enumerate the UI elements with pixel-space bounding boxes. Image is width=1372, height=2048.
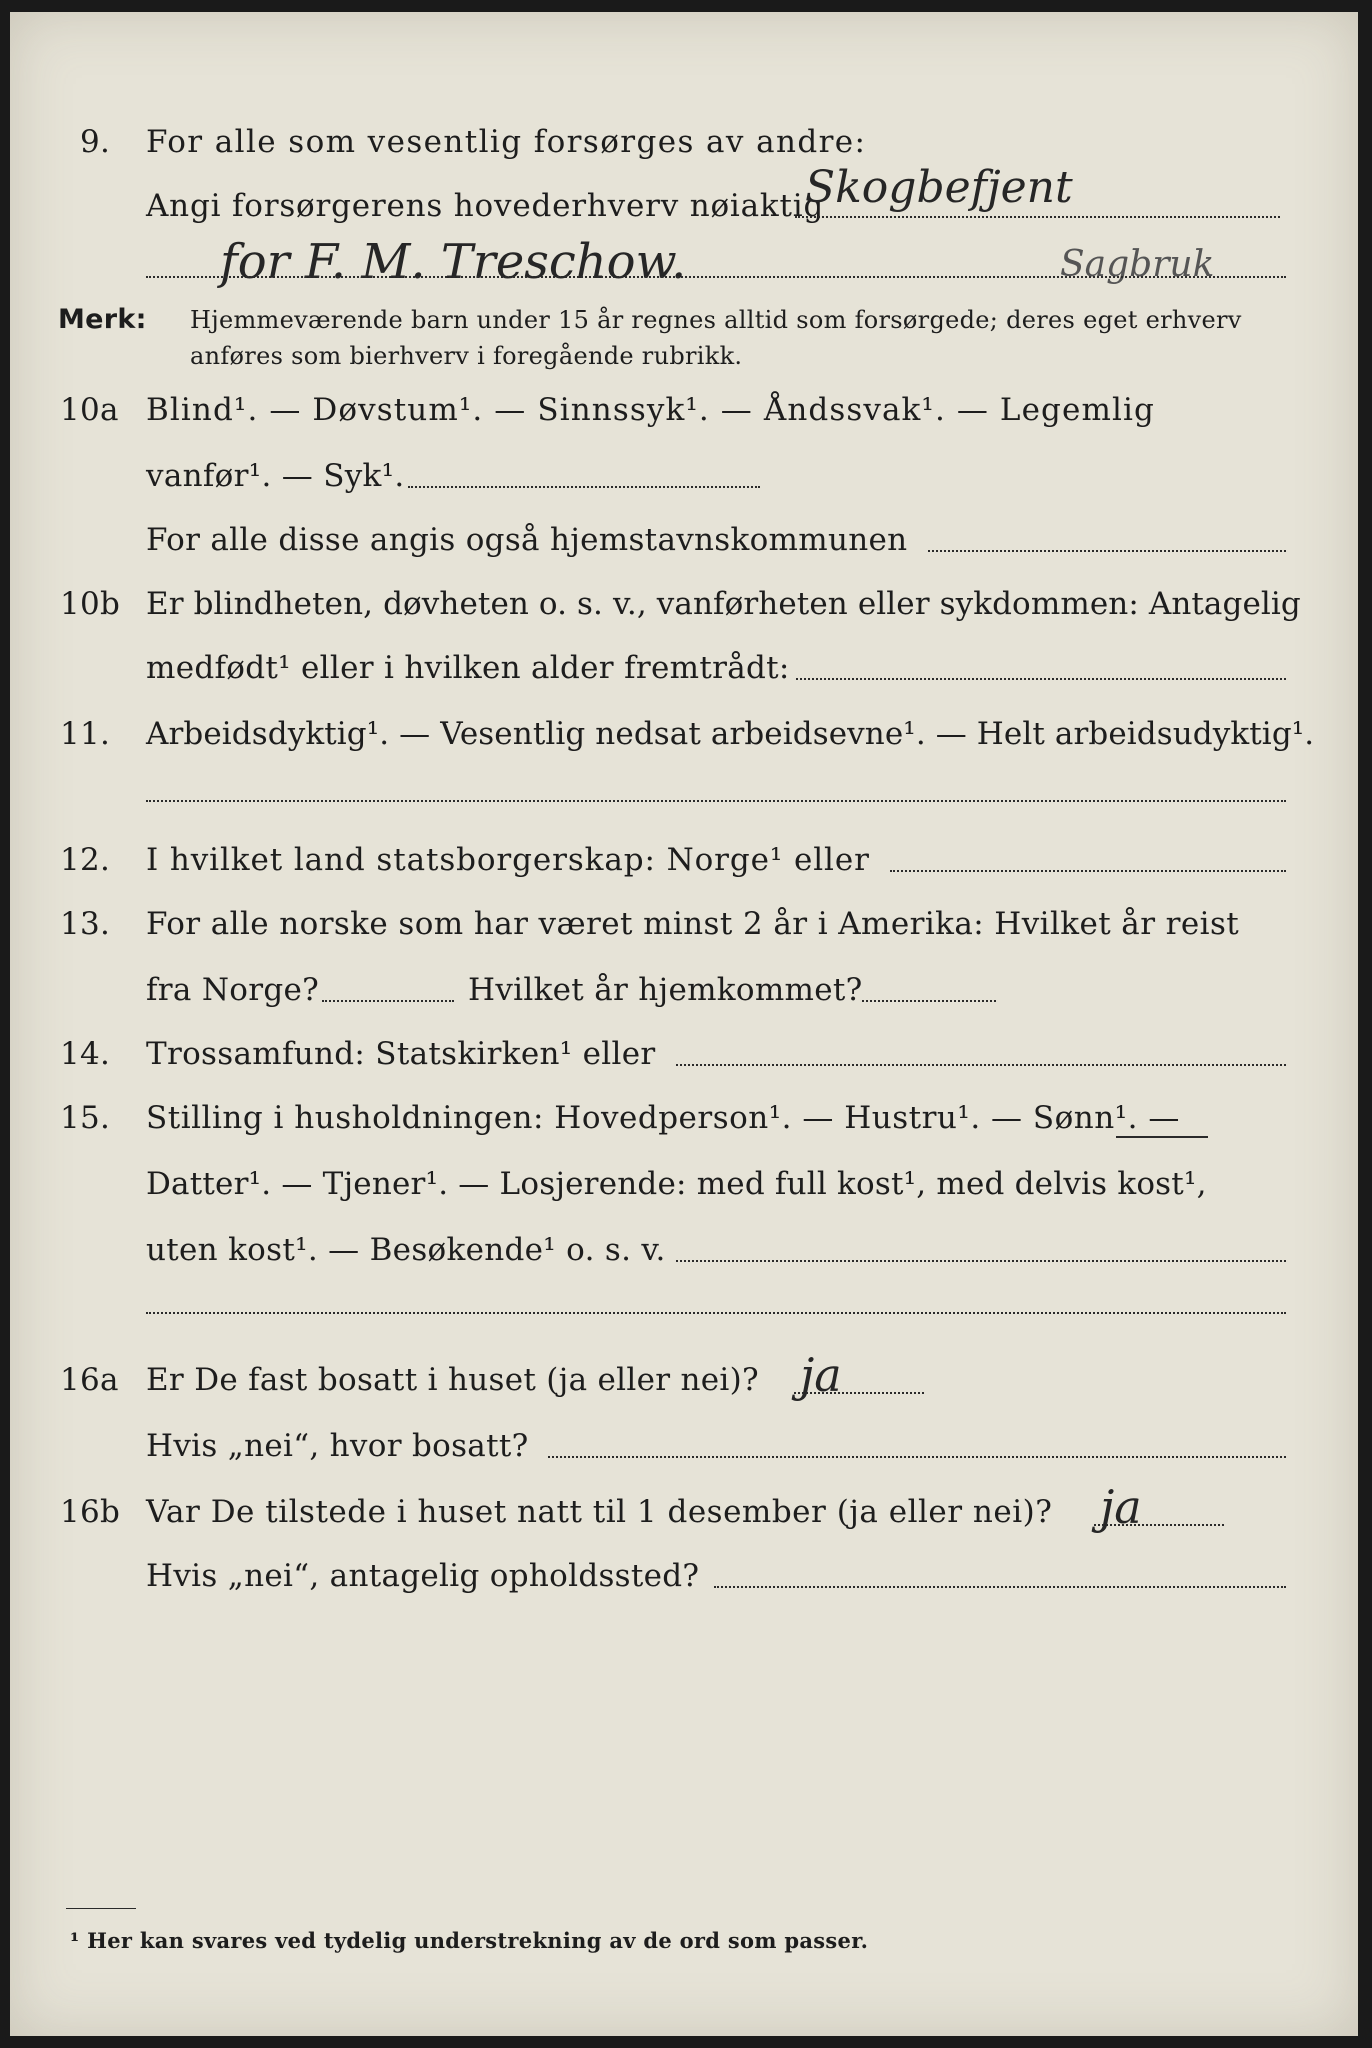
q14-number: 14. [60, 1036, 111, 1072]
q9-line1: For alle som vesentlig forsørges av andre: [146, 124, 867, 160]
q10a-number: 10a [60, 392, 119, 428]
q15-sonn-underline [1116, 1136, 1208, 1138]
q13-line2b: Hvilket år hjemkommet? [468, 972, 863, 1008]
q13-hjemkommet-blank [862, 1000, 996, 1002]
q11-line1: Arbeidsdyktig¹. — Vesentlig nedsat arbeidsevne¹. — Helt arbeidsudyktig¹. [146, 716, 1315, 752]
q15-extra-blank [146, 1312, 1286, 1314]
q15-line2: Datter¹. — Tjener¹. — Losjerende: med full kost¹, med delvis kost¹, [146, 1166, 1207, 1202]
merk-line1: Hjemmeværende barn under 15 år regnes alltid som forsørgede; deres eget erhverv [190, 306, 1242, 334]
q9-number: 9. [80, 124, 111, 160]
merk-line2: anføres som bierhverv i foregående rubrikk. [190, 342, 743, 370]
q10a-line2-blank [408, 486, 760, 488]
q13-number: 13. [60, 906, 111, 942]
q16a-answer: ja [800, 1348, 842, 1402]
q15-number: 15. [60, 1100, 111, 1136]
q12-line1: I hvilket land statsborgerskap: Norge¹ eller [146, 842, 870, 878]
q16a-line1: Er De fast bosatt i huset (ja eller nei)? [146, 1362, 759, 1398]
census-form-page [10, 12, 1358, 2036]
q9-answer-line-2 [146, 276, 1286, 278]
q15-line1: Stilling i husholdningen: Hovedperson¹. — Hustru¹. — Sønn¹. — [146, 1100, 1180, 1136]
q16b-answer-line [1094, 1524, 1224, 1526]
footnote-text: ¹ Her kan svares ved tydelig understrekning av de ord som passer. [70, 1928, 869, 1953]
q14-line1: Trossamfund: Statskirken¹ eller [146, 1036, 656, 1072]
q9-answer-employer: for F. M. Treschow. [220, 234, 687, 290]
q16b-number: 16b [60, 1494, 121, 1530]
q16a-number: 16a [60, 1362, 119, 1398]
q13-line2a: fra Norge? [146, 972, 320, 1008]
q16a-answer-line [794, 1392, 924, 1394]
q12-number: 12. [60, 842, 111, 878]
q10b-line2-blank [796, 678, 1286, 680]
q16b-line2: Hvis „nei“, antagelig opholdssted? [146, 1558, 700, 1594]
q14-blank [676, 1064, 1286, 1066]
q16b-answer: ja [1100, 1480, 1142, 1534]
q16a-line2-blank [548, 1456, 1286, 1458]
q16b-line2-blank [714, 1586, 1286, 1588]
q13-line1: For alle norske som har været minst 2 år i Amerika: Hvilket år reist [146, 906, 1240, 942]
q11-number: 11. [60, 716, 111, 752]
q10a-line3: For alle disse angis også hjemstavnskommunen [146, 522, 908, 558]
q16b-line1: Var De tilstede i huset natt til 1 desember (ja eller nei)? [146, 1494, 1053, 1530]
q11-blank [146, 800, 1286, 802]
q10a-line1: Blind¹. — Døvstum¹. — Sinnssyk¹. — Åndssvak¹. — Legemlig [146, 392, 1155, 428]
q10b-number: 10b [60, 586, 121, 622]
merk-label: Merk: [58, 304, 147, 335]
q10a-line2: vanfør¹. — Syk¹. [146, 458, 405, 494]
q9-answer-industry: Sagbruk [1060, 244, 1215, 285]
q9-answer-line [795, 216, 1280, 218]
q9-line2: Angi forsørgerens hovederhverv nøiaktig [146, 188, 825, 224]
q16a-line2: Hvis „nei“, hvor bosatt? [146, 1428, 529, 1464]
q15-line3-blank [676, 1260, 1286, 1262]
q15-line3: uten kost¹. — Besøkende¹ o. s. v. [146, 1232, 666, 1268]
q10a-line3-blank [928, 550, 1286, 552]
footnote-rule [66, 1908, 136, 1909]
q13-reist-blank [322, 1000, 454, 1002]
q10b-line1: Er blindheten, døvheten o. s. v., vanførheten eller sykdommen: Antagelig [146, 586, 1301, 622]
q10b-line2: medfødt¹ eller i hvilken alder fremtrådt: [146, 650, 790, 686]
q12-blank [890, 870, 1286, 872]
q9-answer-occupation: Skogbefjent [805, 162, 1073, 213]
